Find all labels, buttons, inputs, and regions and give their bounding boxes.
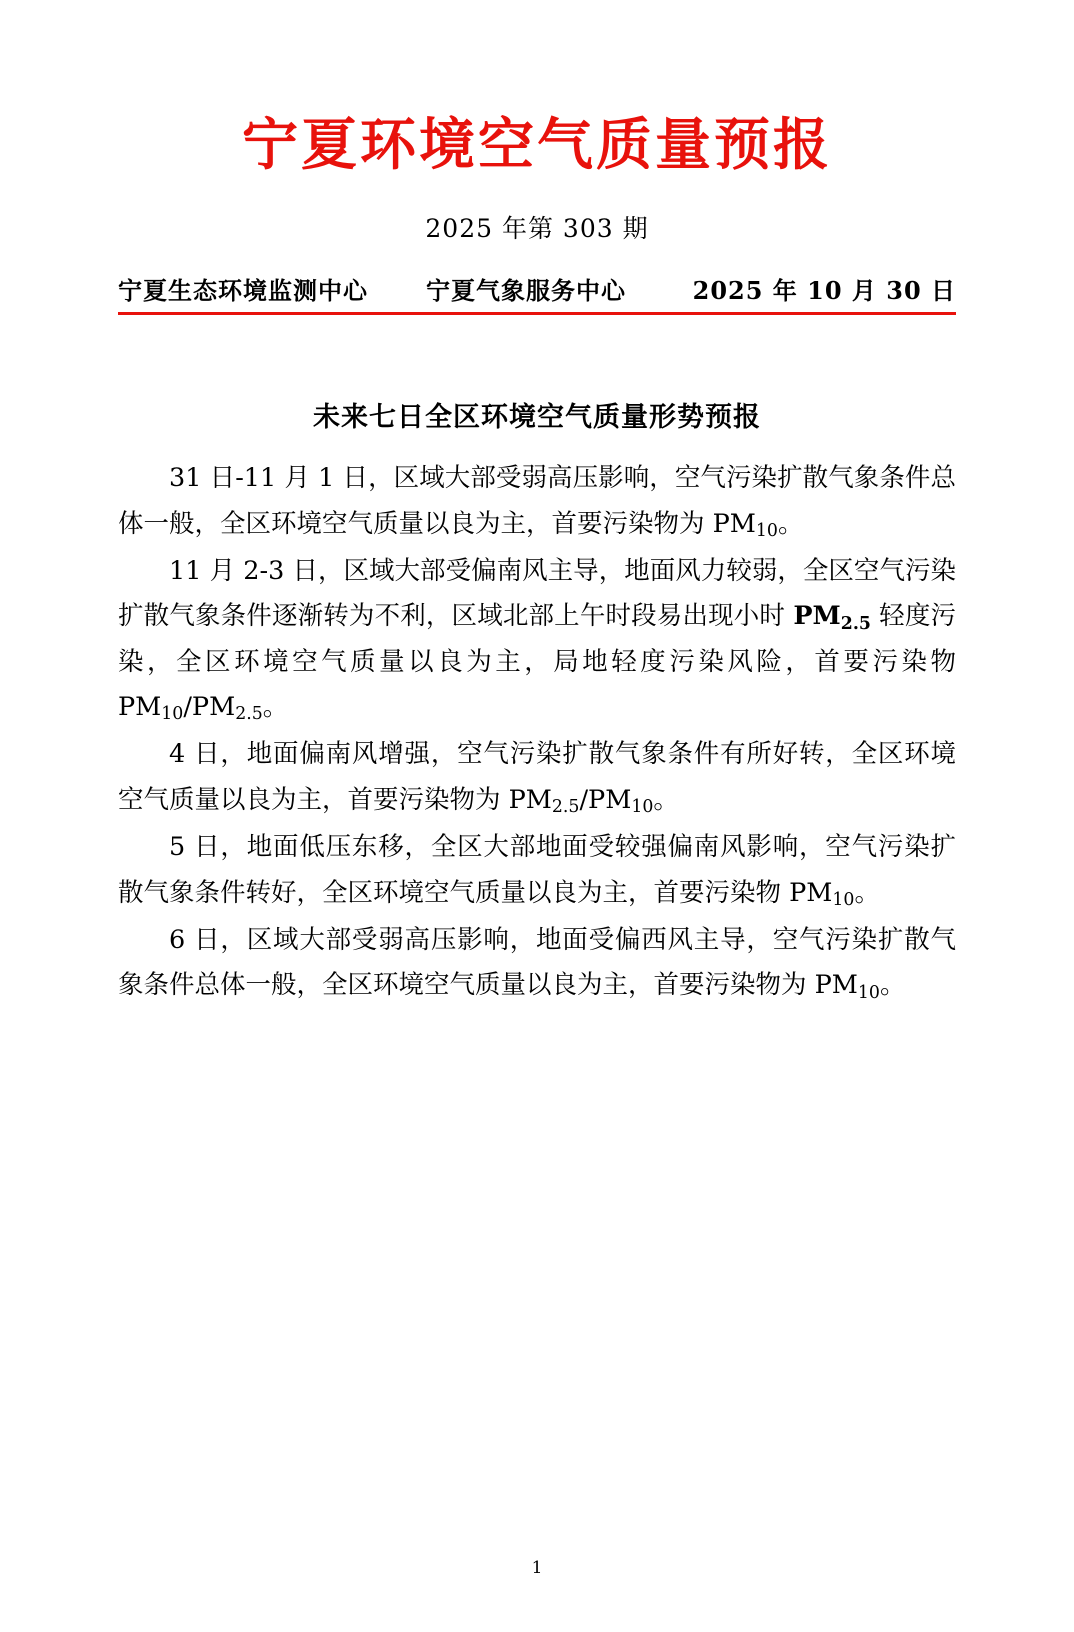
- page-title: 宁夏环境空气质量预报: [242, 112, 832, 178]
- paragraph-1: 31 日-11 月 1 日，区域大部受弱高压影响，空气污染扩散气象条件总体一般，全区环境空气质量以良为主，首要污染物为 $PM_{10}$。: [118, 463, 956, 541]
- paragraph-2: 11 月 2-3 日，区域大部受偏南风主导，地面风力较弱，全区空气污染扩散气象条件逐渐转为不利，区域北部上午时段易出现小时 $PM_{2.5}$ 轻度污染，全区环境空气质量以良为主，局地轻度污染风险，首要污染物 $PM_{10}/PM_{2.5}$。: [118, 555, 956, 725]
- paragraph-5: 6 日，区域大部受弱高压影响，地面受偏西风主导，空气污染扩散气象条件总体一般，全区环境空气质量以良为主，首要污染物为 $PM_{10}$。: [118, 924, 956, 1003]
- document-page: [0, 112, 1074, 1632]
- page-number: 1: [531, 1558, 543, 1578]
- forecast-body: [118, 456, 956, 1009]
- issuing-org-primary: 宁夏生态环境监测中心: [118, 276, 368, 306]
- paragraph-4: 5 日，地面低压东移，全区大部地面受较强偏南风影响，空气污染扩散气象条件转好，全区环境空气质量以良为主，首要污染物 $PM_{10}$。: [118, 832, 956, 910]
- paragraph-3: 4 日，地面偏南风增强，空气污染扩散气象条件有所好转，全区环境空气质量以良为主，首要污染物为 $PM_{2.5}/PM_{10}$。: [118, 739, 956, 818]
- issue-number: 2025 年第 303 期: [425, 214, 649, 244]
- header-divider: [118, 312, 956, 315]
- publication-date: 2025 年 10 月 30 日: [692, 276, 956, 306]
- issuing-org-secondary: 宁夏气象服务中心: [426, 276, 626, 306]
- section-title: 未来七日全区环境空气质量形势预报: [313, 402, 761, 434]
- masthead-row: [118, 271, 956, 306]
